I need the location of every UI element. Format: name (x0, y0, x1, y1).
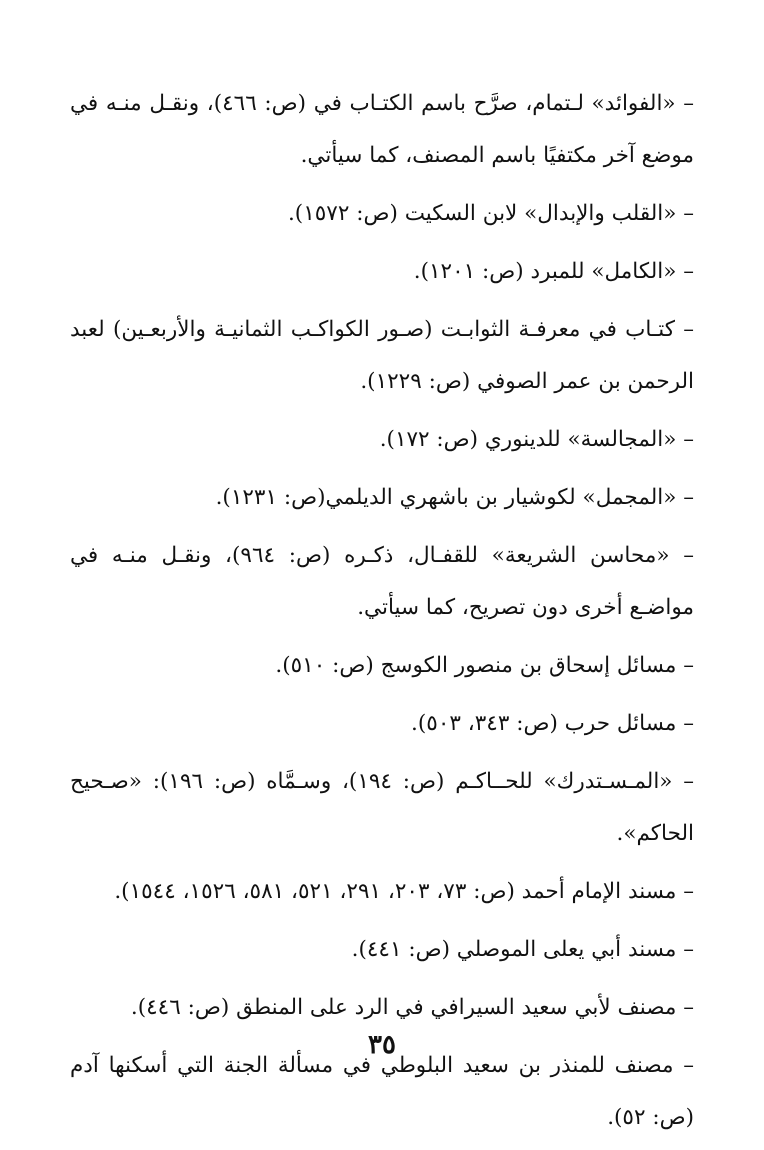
entry-kamil: – «الكامل» للمبرد (ص: ١٢٠١). (413, 259, 694, 284)
entry-mustadrak: – «المـسـتدرك» للحــاكـم (ص: ١٩٤)، وسـمَّاه (ص: ١٩٦): «صـحيح الحاكم». (70, 769, 694, 846)
page-body (70, 78, 694, 1150)
entry-fawaid: – «الفوائد» لـتمام، صرَّح باسم الكتـاب في (ص: ٤٦٦)، ونقـل منـه في موضع آخر مكتفيًا باسم المصنف، كما سيأتي. (70, 91, 694, 168)
entry-mujmal: – «المجمل» لكوشيار بن باشهري الديلمي(ص: ١٢٣١). (215, 485, 694, 510)
entry-masail-harb: – مسائل حرب (ص: ٣٤٣، ٥٠٣). (411, 711, 694, 736)
entry-sirafi: – مصنف لأبي سعيد السيرافي في الرد على المنطق (ص: ٤٤٦). (130, 995, 694, 1020)
entry-masail-ishaq: – مسائل إسحاق بن منصور الكوسج (ص: ٥١٠). (275, 653, 694, 678)
entry-musnad-abi-yala: – مسند أبي يعلى الموصلي (ص: ٤٤١). (351, 937, 694, 962)
entry-ballouti: – مصنف للمنذر بن سعيد البلوطي في مسألة الجنة التي أسكنها آدم (ص: ٥٢). (70, 1053, 694, 1130)
entry-mujalasa: – «المجالسة» للدينوري (ص: ١٧٢). (379, 427, 694, 452)
entry-thawabit: – كتـاب في معرفـة الثوابـت (صـور الكواكـب الثمانيـة والأربعـين) لعبد الرحمن بن عمر الصوفي (ص: ١٢٢٩). (70, 317, 694, 394)
page-number: ٣٥ (368, 1030, 396, 1060)
entry-mahasin-sharia: – «محاسن الشريعة» للقفـال، ذكـره (ص: ٩٦٤)، ونقـل منـه في مواضـع أخرى دون تصريح، كما سيأتي. (70, 543, 694, 620)
entry-qalb-ibdal: – «القلب والإبدال» لابن السكيت (ص: ١٥٧٢). (287, 201, 694, 226)
entry-musnad-ahmad: – مسند الإمام أحمد (ص: ٧٣، ٢٠٣، ٢٩١، ٥٢١، ٥٨١، ١٥٢٦، ١٥٤٤). (114, 879, 694, 904)
